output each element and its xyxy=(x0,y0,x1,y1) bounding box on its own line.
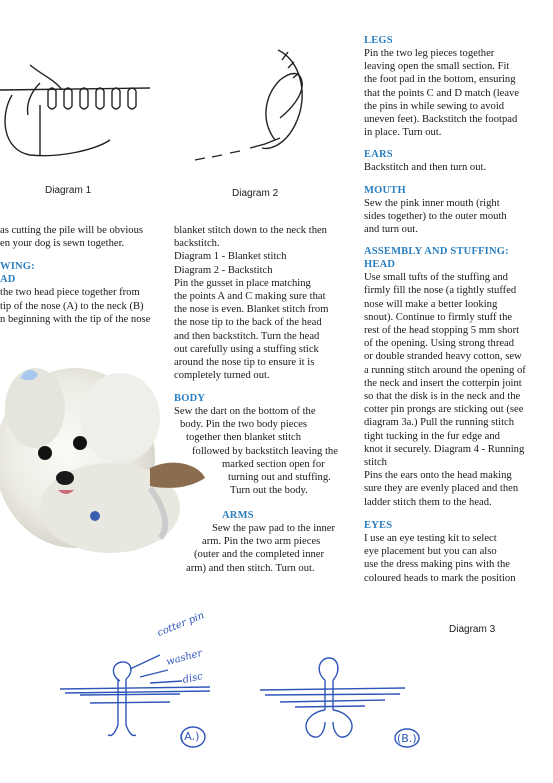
text-line: knot it securely. Diagram 4 - Running xyxy=(364,443,525,455)
text-line: turning out and stuffing. xyxy=(228,472,331,484)
text-line: sure they are evenly placed and then xyxy=(364,483,519,495)
diagram-3b-label: (B.) xyxy=(397,732,417,745)
ears-heading: EARS xyxy=(364,149,393,161)
text-line: (outer and the completed inner xyxy=(194,549,325,561)
text-line: use the dress making pins with the xyxy=(364,559,510,571)
disc-label: disc xyxy=(181,671,204,686)
text-line: sides together) to the outer mouth xyxy=(364,210,507,222)
diagram-3a-cotter-pin-illustration xyxy=(60,615,240,755)
text-line: tight tucking in the fur edge and xyxy=(364,430,500,442)
text-line: tip of the nose (A) to the neck (B) xyxy=(0,300,144,312)
text-line: firmly fill the nose (a tightly stuffed xyxy=(364,285,517,297)
diagram-1-blanket-stitch-illustration xyxy=(0,55,160,165)
diagram-3-caption: Diagram 3 xyxy=(449,624,496,635)
text-line: Diagram 1 - Blanket stitch xyxy=(174,251,287,263)
text-line: body. Pin the two body pieces xyxy=(180,419,308,431)
column-3-text xyxy=(364,34,553,585)
text-line: en your dog is sewn together. xyxy=(0,238,125,250)
text-line: or double stranded heavy cotton, sew xyxy=(364,351,522,363)
text-line: stitch xyxy=(364,457,387,469)
text-line: snout). Continue to firmly stuff the xyxy=(364,311,513,323)
assembly-subheading: HEAD xyxy=(364,259,396,271)
text-line: and then backstitch. Turn the head xyxy=(174,330,320,342)
arms-heading: ARMS xyxy=(222,510,254,521)
text-line: Pins the ears onto the head making xyxy=(364,470,512,482)
text-line: that the points C and D match (leave xyxy=(364,87,520,99)
text-line: completely turned out. xyxy=(174,370,270,382)
text-line: together then blanket stitch xyxy=(186,432,302,444)
text-line: the pins in while sewing to avoid xyxy=(364,100,505,112)
legs-heading: LEGS xyxy=(364,35,393,46)
body-heading: BODY xyxy=(174,393,206,404)
cotter-pin-label: cotter pin xyxy=(155,610,206,639)
text-line: Pin the two leg pieces together xyxy=(364,48,495,59)
text-line: Backstitch and then turn out. xyxy=(364,162,487,174)
text-line: the two head piece together from xyxy=(0,287,140,299)
text-line: Sew the dart on the bottom of the xyxy=(174,406,316,417)
text-line: eye placement but you can also xyxy=(364,546,497,558)
text-line: a running stitch around the opening of xyxy=(364,364,526,376)
text-line: Diagram 2 - Backstitch xyxy=(174,264,273,276)
text-line: Sew the pink inner mouth (right xyxy=(364,197,500,209)
text-line: Pin the gusset in place matching xyxy=(174,277,311,289)
body-text xyxy=(174,405,354,497)
text-line: out carefully using a stuffing stick xyxy=(174,343,319,355)
diagram-1-caption: Diagram 1 xyxy=(45,185,92,196)
text-line: so that the disk is in the neck and the xyxy=(364,391,521,403)
column-2-text xyxy=(174,224,349,382)
text-line: Use small tufts of the stuffing and xyxy=(364,272,508,284)
diagram-2-backstitch-illustration xyxy=(190,40,330,170)
text-line: leaving open the small section. Fit xyxy=(364,61,510,73)
text-line: nose will make a better looking xyxy=(364,298,498,310)
text-line: uneven feet). Backstitch the footpad xyxy=(364,114,518,126)
text-line: backstitch. xyxy=(174,238,220,250)
text-line: I use an eye testing kit to select xyxy=(364,532,497,544)
text-line: the nose tip to the back of the head xyxy=(174,317,322,329)
text-line: arm. Pin the two arm pieces xyxy=(202,536,321,548)
arms-text xyxy=(174,522,354,575)
text-line: Sew the paw pad to the inner xyxy=(212,523,335,534)
text-line: rest of the head stopping 5 mm short xyxy=(364,325,520,337)
section-heading: WING: xyxy=(0,261,35,273)
section-heading: AD xyxy=(0,274,16,286)
text-line: of the opening. Using strong thread xyxy=(364,338,515,350)
washer-label: washer xyxy=(165,647,204,668)
text-line: and turn out. xyxy=(364,224,418,236)
mouth-heading: MOUTH xyxy=(364,184,406,196)
text-line: the neck and insert the cotterpin joint xyxy=(364,377,522,389)
text-line: the foot pad in the bottom, ensuring xyxy=(364,74,516,86)
diagram-3a-label: (A.) xyxy=(180,730,200,743)
text-line: marked section open for xyxy=(222,458,325,470)
diagram-2-caption: Diagram 2 xyxy=(232,188,279,199)
text-line: the points A and C making sure that xyxy=(174,291,326,303)
text-line: around the nose tip to ensure it is xyxy=(174,357,315,369)
text-line: arm) and then stitch. Turn out. xyxy=(186,562,315,574)
text-line: diagram 3a.) Pull the running stitch xyxy=(364,417,515,429)
text-line: cotter pin prongs are sticking out (see xyxy=(364,404,524,416)
text-line: the nose is even. Blanket stitch from xyxy=(174,304,329,316)
text-line: n beginning with the tip of the nose xyxy=(0,313,151,325)
text-line: Turn out the body. xyxy=(230,485,308,497)
text-line: in place. Turn out. xyxy=(364,127,442,139)
eyes-heading: EYES xyxy=(364,519,393,531)
text-line: ladder stitch them to the head. xyxy=(364,496,492,508)
assembly-heading: ASSEMBLY AND STUFFING: xyxy=(364,246,509,258)
text-line: followed by backstitch leaving the xyxy=(192,445,338,457)
column-1-text xyxy=(0,224,160,326)
text-line: as cutting the pile will be obvious xyxy=(0,225,143,236)
text-line: blanket stitch down to the neck then xyxy=(174,225,327,236)
text-line: coloured heads to mark the position xyxy=(364,572,516,584)
